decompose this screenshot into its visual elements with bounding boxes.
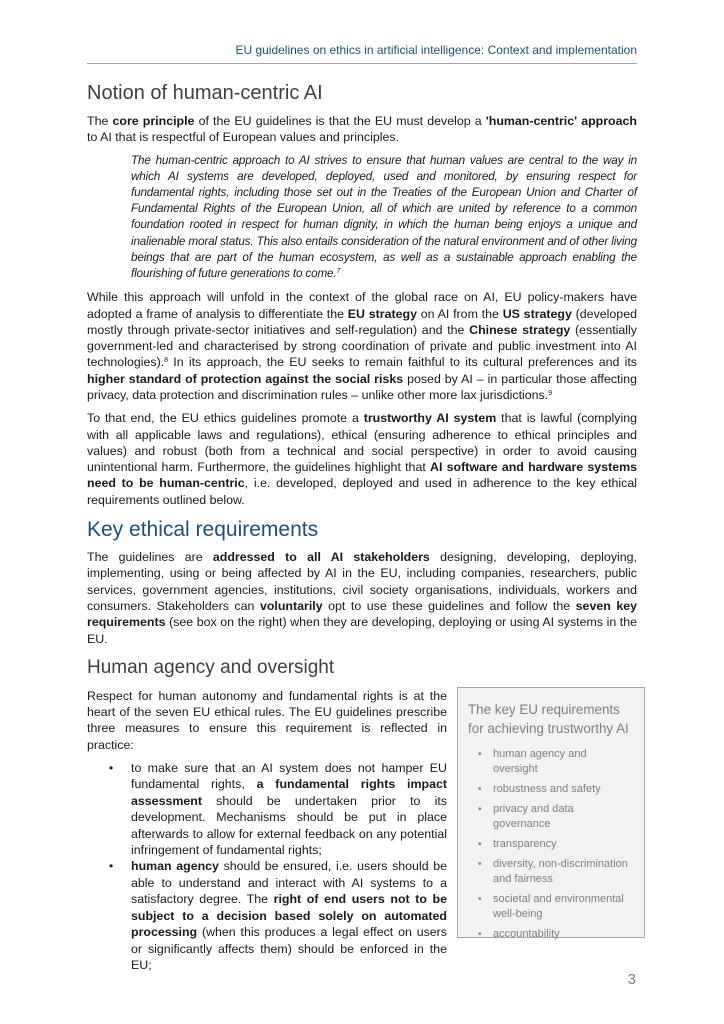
list-item <box>468 782 634 797</box>
bold-run: a fundamental rights impact assessment <box>131 777 447 808</box>
paragraph-agency-intro: Respect for human autonomy and fundamental rights is at the heart of the seven EU ethical rules. The EU guidelines prescribe three measures to ensure this requirement is reflected in practice: <box>87 688 447 752</box>
heading-human-centric-ai: Notion of human-centric AI <box>87 82 323 104</box>
bullet-icon: • <box>478 803 482 815</box>
text-run: to make sure that an AI system does not hamper EU fundamental rights, <box>131 761 447 792</box>
bold-run: EU strategy <box>347 306 417 321</box>
list-item <box>468 837 634 852</box>
bold-run: voluntarily <box>259 598 323 613</box>
text-run: posed by AI – in particular those affecting privacy, data protection and discrimination rules – unlike other more lax jurisdictions. <box>87 371 637 402</box>
bold-run: 'human-centric' approach <box>485 114 637 128</box>
bold-run: higher standard of protection against the social risks <box>87 371 404 386</box>
requirement-label: diversity, non-discrimination and fairness <box>493 857 628 885</box>
bullet-icon: • <box>109 761 114 776</box>
requirement-label: privacy and data governance <box>493 802 574 830</box>
text-run: While this approach will unfold in the context of the global race on AI, EU policy-makers have adopted a frame of analysis to differentiate the <box>87 290 637 321</box>
running-header: EU guidelines on ethics in artificial intelligence: Context and implementation <box>235 43 637 57</box>
text-run: (essentially government-led and characterised by strong coordination of private and public investment into AI technologies). <box>87 322 637 370</box>
text-run: The guidelines are <box>87 550 213 565</box>
agency-text-column <box>87 688 447 973</box>
bold-run: seven key requirements <box>87 598 637 630</box>
bullet-icon: • <box>478 748 482 760</box>
list-item <box>468 892 634 922</box>
text-run: To that end, the EU ethics guidelines promote a <box>87 411 364 426</box>
bold-run: human agency <box>131 859 219 874</box>
heading-key-ethical-requirements: Key ethical requirements <box>87 518 319 542</box>
footnote-ref[interactable]: 9 <box>548 390 553 397</box>
text-run: that is lawful (complying with all applicable laws and regulations), ethical (ensuring adherence to ethical principles and values) and robust (both from a technical and social perspective) in order to avoid causing unintentional harm. Furthermore, the guidelines highlight that <box>87 411 637 475</box>
text-run: designing, developing, deploying, implementing, using or being affected by AI in the EU, including companies, researchers, public services, government agencies, institutions, civil society organisations, individuals, workers and consumers. Stakeholders can <box>87 550 637 613</box>
text-run: should be ensured, i.e. users should be able to understand and interact with AI systems to a satisfactory degree. The <box>131 859 447 907</box>
bullet-icon: • <box>478 838 482 850</box>
paragraph-stakeholders <box>87 549 637 647</box>
text-run: , i.e. developed, deployed and used in adherence to the key ethical requirements outlined below. <box>87 476 637 507</box>
footnote-ref[interactable]: 7 <box>336 268 341 276</box>
text-run: should be undertaken prior to its development. Mechanisms should be put in place afterwards to allow for external feedback on any potential infringement of fundamental rights; <box>131 793 447 858</box>
bold-run: AI software and hardware systems need to be human-centric <box>87 460 637 491</box>
header-rule <box>87 63 637 64</box>
bullet-icon: • <box>109 859 114 874</box>
list-item <box>468 747 634 777</box>
paragraph-global-race <box>87 289 637 403</box>
footnote-ref[interactable]: 8 <box>164 357 169 365</box>
requirement-label: societal and environmental well-being <box>493 892 624 920</box>
bullet-icon: • <box>478 928 482 940</box>
list-item <box>468 927 634 942</box>
sidebox-title: The key EU requirements for achieving trustworthy AI <box>468 701 629 736</box>
paragraph-trustworthy-ai <box>87 410 637 508</box>
quote-human-centric-approach <box>131 153 637 283</box>
bullet-icon: • <box>478 858 482 870</box>
bold-run: core principle <box>112 114 195 128</box>
page-content <box>87 80 637 972</box>
text-run: In its approach, the EU seeks to remain faithful to its cultural preferences and its <box>168 355 637 370</box>
bullet-icon: • <box>478 783 482 795</box>
text-run: The <box>87 114 113 128</box>
text-run: opt to use these guidelines and follow the <box>322 598 576 613</box>
bold-run: US strategy <box>502 306 572 321</box>
text-run: (developed mostly through private-sector initiatives and self-regulation) and the <box>87 306 637 337</box>
list-item <box>468 802 634 832</box>
paragraph-core-principle <box>87 113 637 146</box>
bold-run: addressed to all AI stakeholders <box>212 550 430 565</box>
text-run: on AI from the <box>416 306 503 321</box>
page-number: 3 <box>627 971 636 988</box>
quote-text: The human-centric approach to AI strives to ensure that human values are central to the way in which AI systems are developed, deployed, used and monitored, by ensuring respect for fundamental rights, including those set out in the Treaties of the European Union and Charter of Fundamental Rights of the European Union, all of which are united by reference to a common foundation rooted in respect for human dignity, in which the human being enjoys a unique and inalienable moral status. This also entails consideration of the natural environment and of other living beings that are part of the human ecosystem, as well as a sustainable approach enabling the flourishing of future generations to come. <box>131 153 637 281</box>
list-item <box>87 760 447 858</box>
requirements-sidebox <box>457 687 645 938</box>
list-item <box>468 857 634 887</box>
bullet-icon: • <box>478 893 482 905</box>
text-run: (when this produces a legal effect on users or significantly affects them) should be enforced in the EU; <box>131 925 447 972</box>
bold-run: right of end users not to be subject to a decision based solely on automated processing <box>131 892 448 940</box>
list-item <box>87 858 447 973</box>
requirement-label: accountability <box>493 927 560 940</box>
requirement-label: human agency and oversight <box>493 747 587 775</box>
text-run: (see box on the right) when they are developing, deploying or using AI systems in the EU. <box>87 615 637 646</box>
bold-run: Chinese strategy <box>469 322 571 337</box>
text-run: of the EU guidelines is that the EU must develop a <box>194 114 486 128</box>
agency-section <box>87 688 637 972</box>
requirement-label: transparency <box>493 837 557 850</box>
heading-human-agency-oversight: Human agency and oversight <box>87 656 335 678</box>
text-run: to AI that is respectful of European values and principles. <box>87 130 400 145</box>
requirement-label: robustness and safety <box>493 782 601 795</box>
measures-list <box>87 760 447 973</box>
requirements-list <box>468 747 634 942</box>
bold-run: trustworthy AI system <box>363 411 497 426</box>
